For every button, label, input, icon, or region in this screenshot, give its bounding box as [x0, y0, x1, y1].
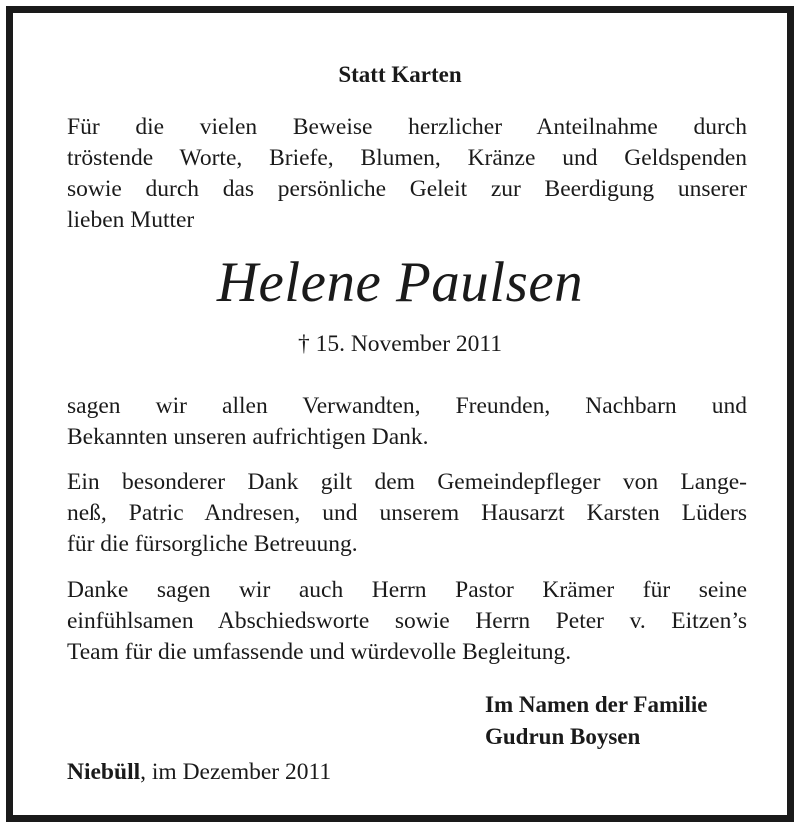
- intro-paragraph: [67, 112, 747, 236]
- thanks-line: sagen wir allen Verwandten, Freunden, Nachbarn und: [67, 393, 747, 419]
- pastor-thanks-line: Team für die umfassende und würdevolle Begleitung.: [67, 639, 572, 665]
- special-thanks-line: neß, Patric Andresen, und unserem Hausarzt Karsten Lüders: [67, 500, 747, 526]
- notice-panel: [13, 13, 787, 815]
- intro-line: Für die vielen Beweise herzlicher Anteilnahme durch: [67, 114, 747, 140]
- intro-line: tröstende Worte, Briefe, Blumen, Kränze und Geldspenden: [67, 145, 747, 171]
- place-date: [67, 757, 331, 787]
- signature-block: [485, 689, 708, 753]
- notice-heading: Statt Karten: [338, 62, 462, 87]
- special-thanks-line: für die fürsorgliche Betreuung.: [67, 531, 358, 557]
- thanks-paragraph: [67, 391, 747, 453]
- pastor-thanks-line: einfühlsamen Abschiedsworte sowie Herrn Peter v. Eitzen’s: [67, 608, 747, 634]
- signature-family-line: Im Namen der Familie: [485, 692, 708, 717]
- intro-line: sowie durch das persönliche Geleit zur Beerdigung unserer: [67, 176, 747, 202]
- notice-border: [6, 6, 794, 822]
- pastor-thanks-line: Danke sagen wir auch Herrn Pastor Krämer für seine: [67, 577, 747, 603]
- intro-line: lieben Mutter: [67, 207, 195, 233]
- death-date: † 15. November 2011: [297, 331, 503, 357]
- special-thanks-line: Ein besonderer Dank gilt dem Gemeindepfleger von Lange-: [67, 469, 747, 495]
- thanks-line: Bekannten unseren aufrichtigen Dank.: [67, 424, 429, 450]
- date-text: , im Dezember 2011: [140, 759, 332, 785]
- deceased-name: Helene Paulsen: [216, 251, 584, 314]
- pastor-thanks-paragraph: [67, 575, 747, 668]
- special-thanks-paragraph: [67, 467, 747, 560]
- place-name: Niebüll: [67, 759, 141, 785]
- signature-name: Gudrun Boysen: [485, 724, 641, 749]
